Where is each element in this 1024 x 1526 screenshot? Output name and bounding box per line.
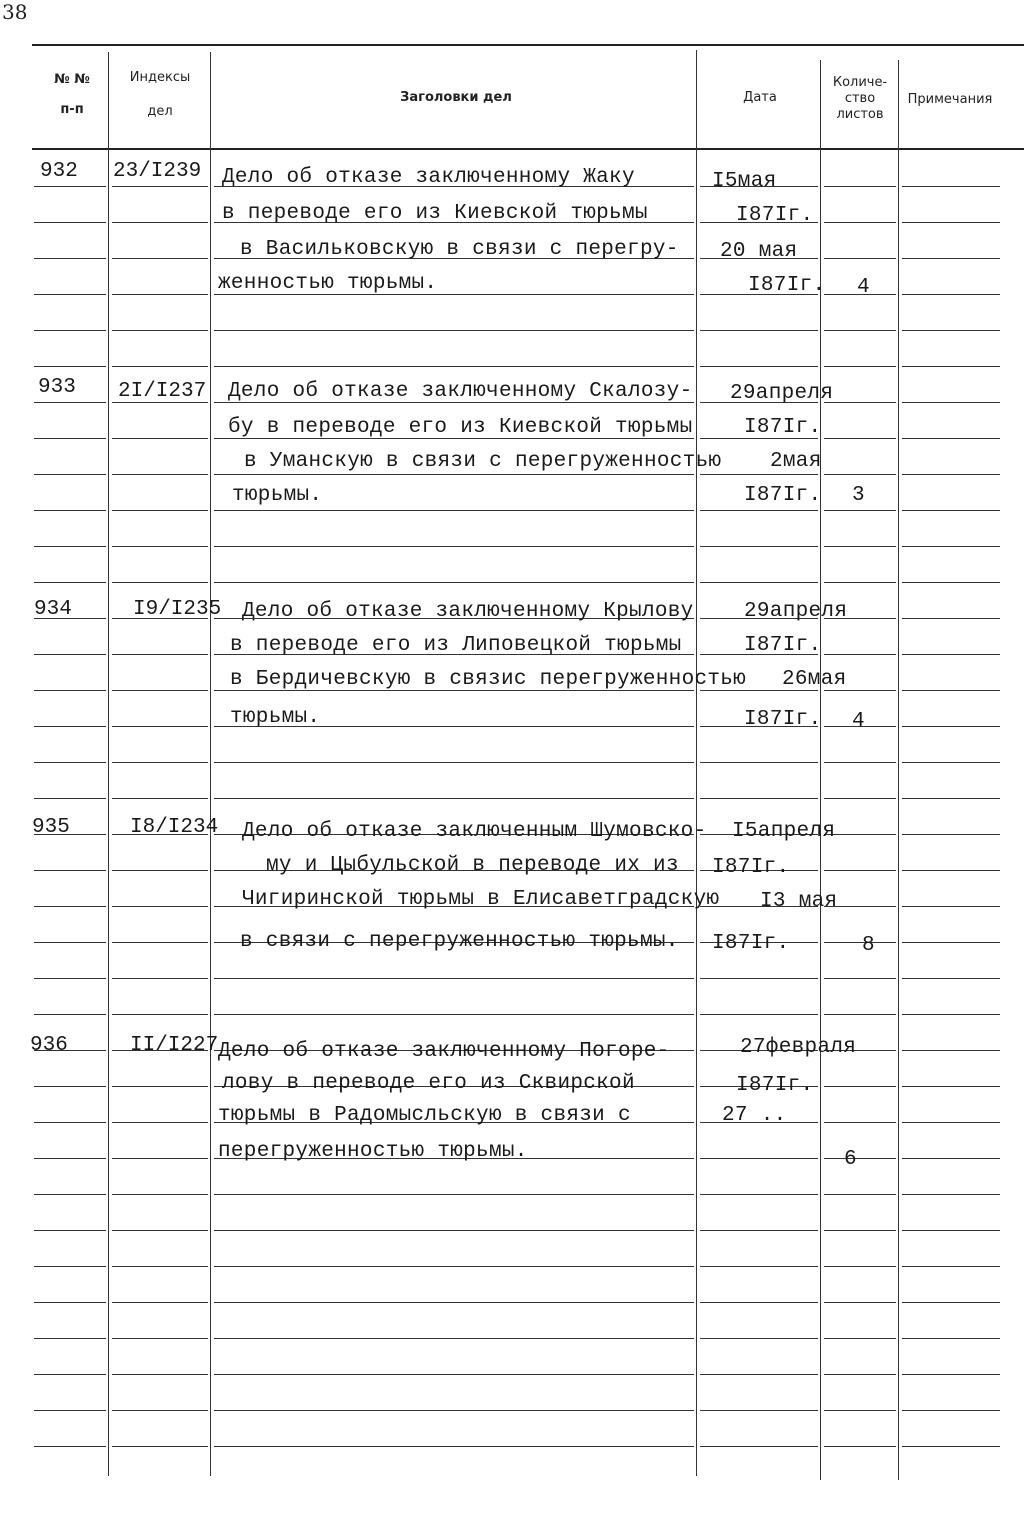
ruled-line — [700, 546, 818, 547]
ruled-line — [824, 1338, 896, 1339]
ruled-line — [34, 870, 106, 871]
ruled-line — [34, 582, 106, 583]
entry-title-line: тюрьмы в Радомысльскую в связи с — [218, 1104, 631, 1127]
ruled-line — [34, 330, 106, 331]
ruled-line — [824, 366, 896, 367]
ruled-line — [902, 294, 1000, 295]
ruled-line — [112, 1410, 208, 1411]
entry-number: 932 — [40, 160, 78, 183]
entry-title-line: му и Цыбульской в переводе их из — [266, 854, 679, 877]
ruled-line — [34, 1446, 106, 1447]
ruled-line — [700, 1266, 818, 1267]
entry-date-line: I87Iг. — [744, 708, 822, 731]
entry-sheets: 4 — [852, 710, 865, 733]
ruled-line — [34, 1266, 106, 1267]
ruled-line — [112, 330, 208, 331]
ruled-line — [824, 582, 896, 583]
entry-date-line: I87Iг. — [744, 416, 822, 439]
ruled-line — [112, 906, 208, 907]
column-divider-4 — [820, 60, 821, 1480]
ruled-line — [902, 1410, 1000, 1411]
ruled-line — [112, 942, 208, 943]
ruled-line — [824, 1194, 896, 1195]
ruled-line — [824, 762, 896, 763]
ruled-line — [902, 330, 1000, 331]
ruled-line — [112, 798, 208, 799]
ruled-line — [902, 438, 1000, 439]
ruled-line — [34, 546, 106, 547]
entry-index: II/I227 — [130, 1034, 219, 1057]
ruled-line — [214, 1266, 694, 1267]
ruled-line — [112, 978, 208, 979]
ruled-line — [902, 1230, 1000, 1231]
header-date-label: Дата — [743, 90, 777, 105]
entry-sheets: 8 — [862, 934, 875, 957]
ruled-line — [214, 1410, 694, 1411]
ruled-line — [824, 186, 896, 187]
ruled-line — [112, 1266, 208, 1267]
ruled-line — [112, 1338, 208, 1339]
ruled-line — [902, 726, 1000, 727]
entry-date-line: I87Iг. — [736, 204, 814, 227]
entry-title-line: в Бердичевскую в связис перегруженностью — [230, 668, 747, 691]
ruled-line — [34, 1410, 106, 1411]
column-divider-5 — [898, 60, 899, 1480]
ruled-line — [902, 1374, 1000, 1375]
ruled-line — [112, 366, 208, 367]
ruled-line — [214, 798, 694, 799]
ruled-line — [112, 654, 208, 655]
entry-date-line: I87Iг. — [748, 274, 826, 297]
ruled-line — [34, 1338, 106, 1339]
ruled-line — [700, 1158, 818, 1159]
ruled-line — [34, 906, 106, 907]
ruled-line — [34, 1122, 106, 1123]
ruled-line — [824, 474, 896, 475]
ruled-line — [34, 186, 106, 187]
header-top-rule — [32, 44, 1024, 46]
ruled-line — [824, 942, 896, 943]
ruled-line — [34, 366, 106, 367]
ruled-line — [824, 402, 896, 403]
entry-date-line: I5апреля — [732, 820, 836, 843]
ruled-line — [214, 978, 694, 979]
ruled-line — [112, 474, 208, 475]
ruled-line — [214, 330, 694, 331]
entry-number: 933 — [38, 376, 76, 399]
ruled-line — [112, 582, 208, 583]
ruled-line — [824, 510, 896, 511]
ruled-line — [700, 1410, 818, 1411]
entry-date-line: 27 .. — [722, 1104, 787, 1127]
ruled-line — [902, 1302, 1000, 1303]
ruled-line — [700, 330, 818, 331]
ruled-line — [214, 1302, 694, 1303]
ruled-line — [824, 1374, 896, 1375]
entry-date-line: I87Iг. — [744, 634, 822, 657]
entry-date-line: I5мая — [712, 170, 777, 193]
entry-number: 934 — [34, 598, 72, 621]
ruled-line — [34, 1194, 106, 1195]
ruled-line — [34, 762, 106, 763]
ruled-line — [214, 510, 694, 511]
entry-title-line: Дело об отказе заключенному Погоре- — [218, 1040, 670, 1063]
ruled-line — [824, 654, 896, 655]
ruled-line — [700, 366, 818, 367]
ruled-line — [112, 1446, 208, 1447]
ruled-line — [902, 546, 1000, 547]
ruled-line — [700, 1338, 818, 1339]
entry-title-line: женностью тюрьмы. — [218, 272, 438, 295]
entry-date-line: I87Iг. — [712, 932, 790, 955]
entry-sheets: 6 — [844, 1148, 857, 1171]
header-notes-label: Примечания — [907, 92, 993, 107]
header-sheets-label: Количе- ство листов — [832, 75, 888, 122]
ruled-line — [112, 870, 208, 871]
column-divider-2 — [210, 52, 211, 1476]
ruled-line — [34, 294, 106, 295]
ruled-line — [112, 1374, 208, 1375]
ruled-line — [902, 978, 1000, 979]
ruled-line — [902, 798, 1000, 799]
ruled-line — [902, 258, 1000, 259]
ruled-line — [902, 1446, 1000, 1447]
ruled-line — [700, 1230, 818, 1231]
ruled-line — [214, 474, 694, 475]
entry-date-line: 20 мая — [720, 240, 798, 263]
ruled-line — [34, 438, 106, 439]
ruled-line — [34, 1230, 106, 1231]
ruled-line — [214, 1230, 694, 1231]
entry-date-line: 27февраля — [740, 1036, 857, 1059]
ruled-line — [902, 582, 1000, 583]
ruled-line — [112, 690, 208, 691]
entry-index: I8/I234 — [130, 816, 219, 839]
ruled-line — [824, 330, 896, 331]
ruled-line — [824, 222, 896, 223]
entry-number: 936 — [30, 1034, 68, 1057]
ruled-line — [700, 798, 818, 799]
ruled-line — [112, 186, 208, 187]
entry-title-line: Чигиринской тюрьмы в Елисаветградскую — [242, 888, 720, 911]
ruled-line — [824, 1014, 896, 1015]
ruled-line — [112, 1122, 208, 1123]
ruled-line — [112, 1086, 208, 1087]
ruled-line — [214, 582, 694, 583]
ruled-line — [214, 366, 694, 367]
entry-date-line: I3 мая — [760, 890, 838, 913]
entry-number: 935 — [32, 816, 70, 839]
ruled-line — [34, 942, 106, 943]
ruled-line — [902, 474, 1000, 475]
ruled-line — [902, 222, 1000, 223]
ruled-line — [902, 906, 1000, 907]
ruled-line — [700, 1014, 818, 1015]
entry-title-line: Дело об отказе заключенным Шумовско- — [242, 820, 707, 843]
ruled-line — [902, 1194, 1000, 1195]
ruled-line — [700, 1446, 818, 1447]
ruled-line — [112, 762, 208, 763]
ruled-line — [824, 258, 896, 259]
entry-title-line: Дело об отказе заключенному Жаку — [222, 166, 635, 189]
ruled-line — [34, 978, 106, 979]
ruled-line — [902, 762, 1000, 763]
ruled-line — [214, 1338, 694, 1339]
entry-index: 2I/I237 — [118, 380, 207, 403]
entry-title-line: тюрьмы. — [232, 484, 323, 507]
ruled-line — [34, 654, 106, 655]
ruled-line — [824, 1086, 896, 1087]
ruled-line — [902, 1266, 1000, 1267]
ruled-line — [700, 1302, 818, 1303]
ruled-line — [902, 690, 1000, 691]
ruled-line — [902, 1050, 1000, 1051]
ruled-line — [214, 546, 694, 547]
ruled-line — [112, 726, 208, 727]
ruled-line — [824, 798, 896, 799]
ruled-line — [902, 942, 1000, 943]
entry-date-line: I87Iг. — [712, 856, 790, 879]
ruled-line — [824, 1122, 896, 1123]
ruled-line — [902, 1086, 1000, 1087]
ruled-line — [34, 222, 106, 223]
ruled-line — [34, 402, 106, 403]
entry-title-line: тюрьмы. — [230, 706, 321, 729]
ruled-line — [34, 690, 106, 691]
header-titles-label: Заголовки дел — [400, 90, 512, 105]
ruled-line — [902, 402, 1000, 403]
ruled-line — [112, 510, 208, 511]
ruled-line — [902, 366, 1000, 367]
ruled-line — [700, 510, 818, 511]
ruled-line — [34, 1014, 106, 1015]
entry-title-line: в переводе его из Киевской тюрьмы — [222, 202, 648, 225]
ruled-line — [824, 1230, 896, 1231]
ruled-line — [824, 1302, 896, 1303]
ruled-line — [824, 1158, 896, 1159]
ruled-line — [824, 438, 896, 439]
ruled-line — [902, 654, 1000, 655]
ruled-line — [34, 1086, 106, 1087]
ruled-line — [112, 546, 208, 547]
ruled-line — [112, 1194, 208, 1195]
ruled-line — [700, 582, 818, 583]
ruled-line — [902, 186, 1000, 187]
entry-date-line: 29апреля — [730, 382, 834, 405]
entry-date-line: I87Iг. — [736, 1074, 814, 1097]
entry-date-line: 26мая — [782, 668, 847, 691]
ruled-line — [902, 1158, 1000, 1159]
ruled-line — [824, 546, 896, 547]
ruled-line — [902, 1014, 1000, 1015]
entry-title-line: лову в переводе его из Сквирской — [222, 1072, 635, 1095]
ruled-line — [34, 510, 106, 511]
header-index-label: Индексы дел — [129, 70, 191, 119]
entry-title-line: в связи с перегруженностью тюрьмы. — [240, 930, 679, 953]
ruled-line — [112, 1302, 208, 1303]
ruled-line — [824, 978, 896, 979]
column-divider-1 — [108, 52, 109, 1476]
ruled-line — [112, 1230, 208, 1231]
ruled-line — [214, 1374, 694, 1375]
entry-title-line: бу в переводе его из Киевской тюрьмы — [228, 416, 693, 439]
ruled-line — [112, 438, 208, 439]
entry-index: 23/I239 — [113, 160, 202, 183]
ruled-line — [214, 762, 694, 763]
ruled-line — [902, 834, 1000, 835]
ruled-line — [214, 1194, 694, 1195]
entry-date-line: 29апреля — [744, 600, 848, 623]
ruled-line — [34, 1302, 106, 1303]
ruled-line — [214, 1446, 694, 1447]
entry-title-line: Дело об отказе заключенному Крылову — [242, 600, 694, 623]
ruled-line — [902, 1122, 1000, 1123]
ruled-line — [824, 1266, 896, 1267]
ruled-line — [214, 1014, 694, 1015]
entry-index: I9/I235 — [133, 598, 222, 621]
column-divider-3 — [696, 50, 697, 1476]
ruled-line — [700, 474, 818, 475]
entry-title-line: в переводе его из Липовецкой тюрьмы — [230, 634, 682, 657]
entry-title-line: Дело об отказе заключенному Скалозу- — [228, 380, 693, 403]
ruled-line — [824, 870, 896, 871]
ruled-line — [34, 1374, 106, 1375]
ruled-line — [112, 258, 208, 259]
entry-sheets: 3 — [852, 484, 865, 507]
entry-sheets: 4 — [857, 276, 870, 299]
ruled-line — [902, 1338, 1000, 1339]
ruled-line — [34, 726, 106, 727]
ruled-line — [34, 1158, 106, 1159]
ruled-line — [34, 474, 106, 475]
ruled-line — [700, 1194, 818, 1195]
header-num-label: № № п-п — [54, 72, 90, 117]
ruled-line — [700, 1374, 818, 1375]
entry-date-line: 2мая — [770, 450, 822, 473]
ruled-line — [700, 978, 818, 979]
ruled-line — [902, 618, 1000, 619]
ruled-line — [34, 258, 106, 259]
entry-title-line: в Уманскую в связи с перегруженностью — [244, 450, 722, 473]
ruled-line — [34, 798, 106, 799]
ruled-line — [112, 294, 208, 295]
ruled-line — [112, 1014, 208, 1015]
ruled-line — [824, 1410, 896, 1411]
ruled-line — [112, 1158, 208, 1159]
entry-date-line: I87Iг. — [744, 484, 822, 507]
ruled-line — [700, 762, 818, 763]
ruled-line — [824, 1446, 896, 1447]
ruled-line — [112, 222, 208, 223]
entry-title-line: в Васильковскую в связи с перегру- — [240, 238, 679, 261]
ruled-line — [902, 870, 1000, 871]
ruled-line — [902, 510, 1000, 511]
page-corner-number: 38 — [2, 0, 28, 24]
header-bottom-rule — [32, 148, 1024, 150]
entry-title-line: перегруженностью тюрьмы. — [218, 1140, 528, 1163]
